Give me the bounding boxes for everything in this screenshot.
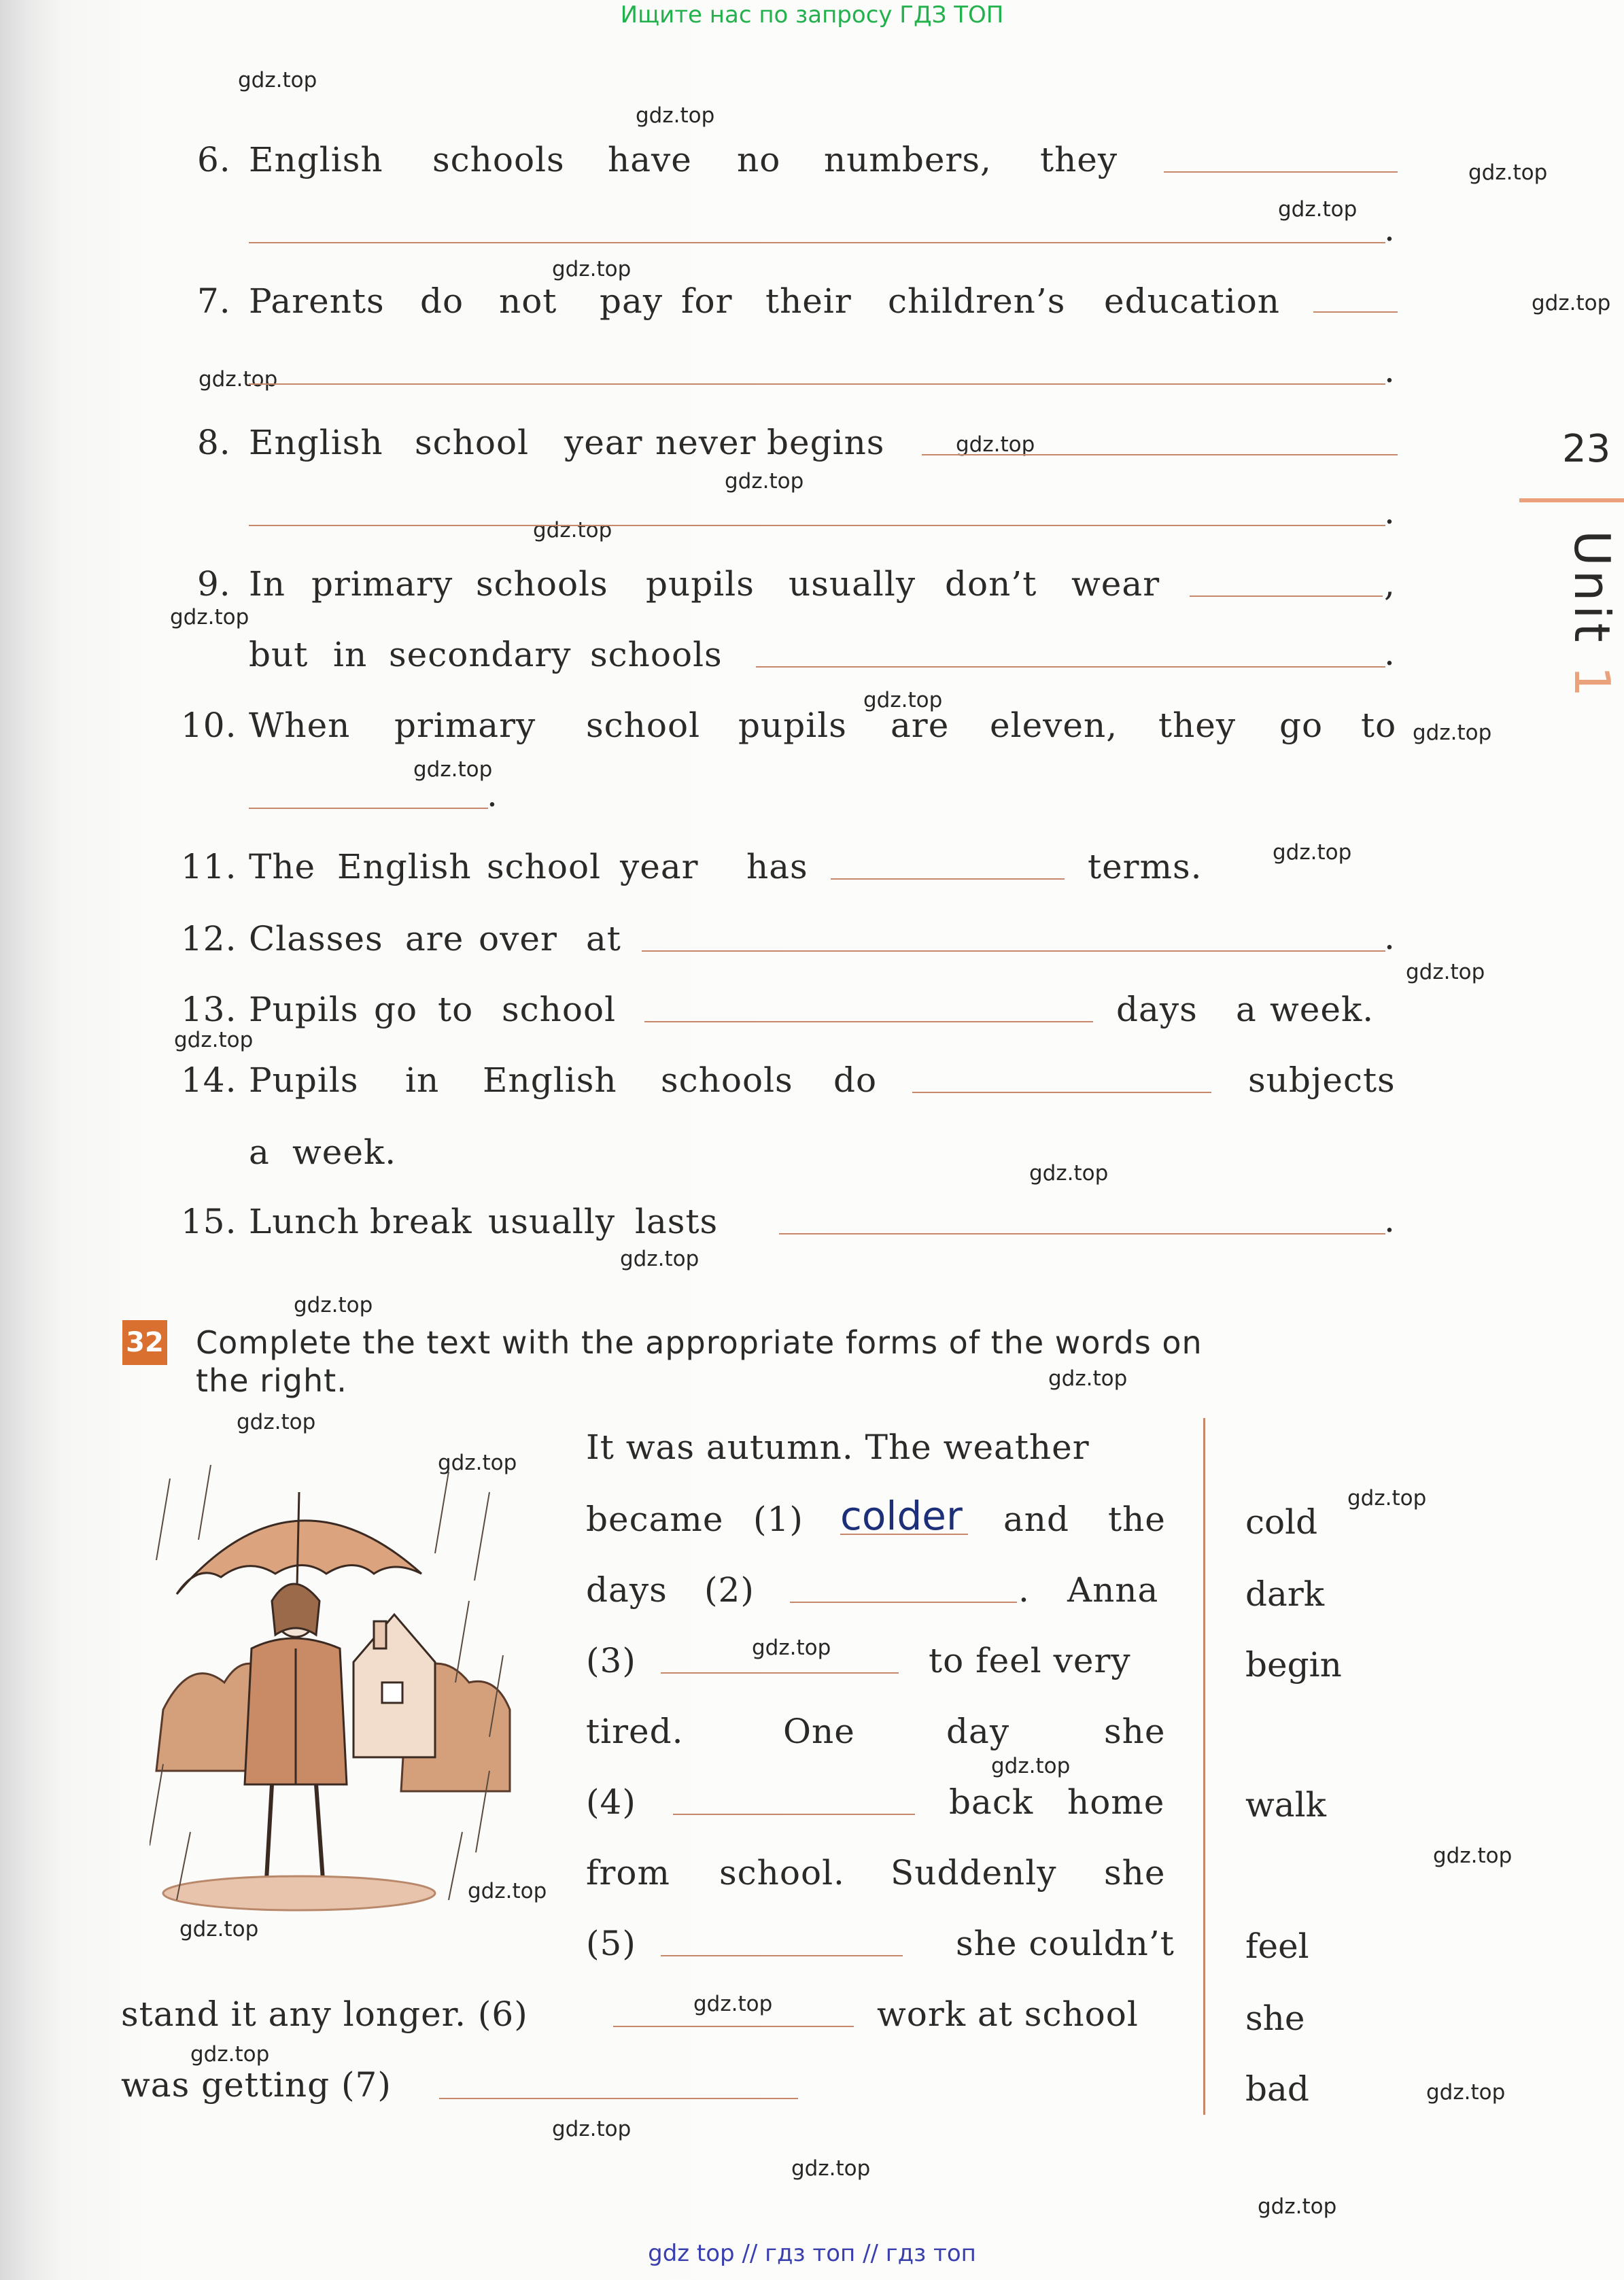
answer-blank-8a[interactable]: [922, 454, 1398, 455]
exercise-text-word: home: [1067, 1782, 1165, 1822]
answer-blank-9b[interactable]: [756, 666, 1385, 668]
word-option: dark: [1245, 1574, 1325, 1614]
sentence-12-word: at: [586, 919, 621, 958]
sentence-12-word: Classes: [249, 919, 383, 958]
sentence-6-number: 6.: [197, 140, 231, 179]
exercise-text-word: (2): [704, 1570, 755, 1610]
exercise-text-word: she: [1104, 1853, 1166, 1893]
watermark: gdz.top: [1433, 1844, 1513, 1868]
exercise-text-word: stand it any longer. (6): [121, 1994, 528, 2034]
watermark: gdz.top: [468, 1879, 547, 1903]
exercise-text-word: days: [586, 1570, 668, 1610]
sentence-8-word: English: [249, 423, 383, 462]
sentence-11-word: The: [249, 847, 316, 886]
sentence-13-word: to: [438, 990, 474, 1029]
sentence-8-word: begins: [767, 423, 885, 462]
sentence-7-word: children’s: [888, 281, 1066, 321]
watermark: gdz.top: [1048, 1366, 1128, 1391]
sentence-7-word: not: [499, 281, 557, 321]
sentence-10-word: primary: [394, 706, 536, 745]
sentence-13-word: school: [502, 990, 617, 1029]
watermark: gdz.top: [179, 1917, 259, 1941]
sentence-13-word: go: [374, 990, 418, 1029]
exercise-text-word: .: [1018, 1570, 1030, 1610]
period: .: [487, 775, 498, 814]
watermark: gdz.top: [174, 1028, 254, 1052]
sentence-12-number: 12.: [181, 919, 237, 958]
answer-blank-10[interactable]: [249, 808, 488, 809]
sentence-9-word: wear: [1071, 564, 1160, 604]
sentence-7-word: their: [765, 281, 852, 321]
answer-blank-14[interactable]: [912, 1092, 1211, 1093]
sentence-6-word: schools: [432, 140, 565, 179]
exercise-text-word: to feel very: [929, 1641, 1131, 1680]
sentence-15-word: lasts: [635, 1202, 719, 1241]
watermark: gdz.top: [1413, 721, 1492, 745]
answer-blank-2[interactable]: [790, 1602, 1017, 1603]
sentence-8-word: school: [415, 423, 530, 462]
sentence-7-number: 7.: [197, 281, 231, 321]
answer-blank-7a[interactable]: [1313, 311, 1398, 313]
watermark: gdz.top: [620, 1247, 699, 1271]
sentence-13-word: days: [1116, 990, 1198, 1029]
answer-blank-7b[interactable]: [249, 383, 1385, 385]
word-option: bad: [1245, 2069, 1309, 2109]
sentence-10-word: eleven,: [990, 706, 1118, 745]
sentence-10-word: they: [1158, 706, 1237, 745]
watermark: gdz.top: [552, 2117, 632, 2141]
period: .: [1384, 918, 1395, 957]
exercise-text-word: One: [783, 1712, 855, 1751]
watermark: gdz.top: [1278, 197, 1358, 222]
answer-blank-11[interactable]: [831, 878, 1065, 880]
sentence-10-word: are: [891, 706, 950, 745]
sentence-14b-word: a: [249, 1133, 270, 1172]
word-option: walk: [1245, 1785, 1326, 1825]
exercise-text-word: work at school: [877, 1994, 1139, 2034]
sentence-13-word: a: [1236, 990, 1257, 1029]
sentence-12-word: are: [405, 919, 464, 958]
word-option: feel: [1245, 1927, 1309, 1966]
watermark: gdz.top: [752, 1636, 831, 1660]
watermark: gdz.top: [1426, 2080, 1506, 2105]
watermark: gdz.top: [237, 1410, 316, 1434]
answer-blank-1[interactable]: [840, 1534, 968, 1535]
exercise-text-word: (4): [586, 1782, 636, 1822]
exercise-instruction: the right.: [196, 1362, 347, 1399]
sentence-10-word: pupils: [738, 706, 847, 745]
answer-blank-6[interactable]: [613, 2026, 854, 2027]
answer-blank-12[interactable]: [642, 950, 1385, 952]
exercise-text-word: (3): [586, 1641, 636, 1680]
sentence-15-word: usually: [488, 1202, 616, 1241]
watermark: gdz.top: [1029, 1161, 1109, 1186]
sentence-9b-word: schools: [590, 635, 723, 674]
sentence-11-word: year: [620, 847, 699, 886]
sentence-6-word: have: [608, 140, 692, 179]
watermark: gdz.top: [693, 1992, 773, 2016]
sentence-11-number: 11.: [181, 847, 237, 886]
watermark: gdz.top: [438, 1451, 517, 1475]
watermark: gdz.top: [1406, 960, 1485, 984]
sentence-9b-word: but: [249, 635, 309, 674]
sentence-11-word: has: [746, 847, 808, 886]
unit-tab: [1563, 530, 1621, 701]
exercise-text-line: It was autumn. The weather: [586, 1428, 1090, 1467]
sentence-15-number: 15.: [181, 1202, 237, 1241]
sentence-9-word: don’t: [945, 564, 1037, 604]
sentence-11-word: terms.: [1088, 847, 1203, 886]
sentence-15-word: break: [370, 1202, 472, 1241]
watermark: gdz.top: [238, 68, 317, 92]
sentence-11-word: school: [487, 847, 602, 886]
exercise-instruction: Complete the text with the appropriate forms of the words on: [196, 1324, 1203, 1361]
period: .: [1384, 492, 1395, 532]
watermark: gdz.top: [725, 469, 804, 494]
unit-label: Unit: [1563, 530, 1621, 646]
sentence-11-word: English: [337, 847, 472, 886]
watermark: gdz.top: [1347, 1486, 1427, 1510]
unit-divider: [1519, 498, 1624, 502]
sentence-9-number: 9.: [197, 564, 231, 604]
answer-blank-8b[interactable]: [249, 525, 1385, 526]
exercise-text-word: became: [586, 1500, 724, 1539]
sentence-9-word: schools: [476, 564, 608, 604]
watermark: gdz.top: [791, 2156, 871, 2181]
sentence-13-number: 13.: [181, 990, 237, 1029]
exercise-text-word: (1): [753, 1500, 804, 1539]
period: .: [1384, 351, 1395, 390]
watermark: gdz.top: [1468, 160, 1548, 185]
sentence-6-word: no: [737, 140, 781, 179]
exercise-text-word: was getting (7): [121, 2065, 392, 2105]
sentence-14-word: in: [405, 1060, 440, 1100]
bottom-banner: gdz top // гдз топ // гдз топ: [648, 2240, 976, 2267]
sentence-8-word: year: [564, 423, 643, 462]
sentence-7-word: education: [1104, 281, 1280, 321]
sentence-9-word: primary: [311, 564, 453, 604]
sentence-12-word: over: [479, 919, 557, 958]
sentence-10-number: 10.: [181, 706, 237, 745]
sentence-9-word: pupils: [646, 564, 755, 604]
answer-blank-7[interactable]: [439, 2098, 798, 2099]
answer-1-handwritten[interactable]: colder: [840, 1493, 963, 1539]
exercise-text-word: back: [949, 1782, 1034, 1822]
period: .: [1384, 1201, 1395, 1240]
exercise-text-word: school.: [719, 1853, 845, 1893]
sentence-10-word: When: [249, 706, 351, 745]
exercise-text-word: the: [1108, 1500, 1166, 1539]
answer-blank-3[interactable]: [661, 1672, 899, 1674]
sentence-14b-word: week.: [292, 1133, 397, 1172]
sentence-9b-word: secondary: [389, 635, 572, 674]
sentence-10-word: school: [586, 706, 701, 745]
watermark: gdz.top: [198, 367, 278, 392]
exercise-text-word: she couldn’t: [956, 1924, 1175, 1963]
watermark: gdz.top: [636, 103, 715, 128]
watermark: gdz.top: [1273, 840, 1352, 865]
unit-number: 1: [1563, 666, 1621, 702]
exercise-text-word: day: [946, 1712, 1010, 1751]
sentence-14-word: subjects: [1248, 1060, 1396, 1100]
sentence-13-word: week.: [1270, 990, 1375, 1029]
exercise-number-badge: 32: [122, 1320, 167, 1365]
sentence-10-word: to: [1361, 706, 1397, 745]
sentence-8-number: 8.: [197, 423, 231, 462]
watermark: gdz.top: [991, 1754, 1071, 1778]
sentence-14-word: English: [483, 1060, 617, 1100]
sentence-9-word: usually: [789, 564, 916, 604]
exercise-text-word: (5): [586, 1924, 636, 1963]
sentence-7-word: for: [681, 281, 733, 321]
exercise-text-word: she: [1104, 1712, 1166, 1751]
sentence-13-word: Pupils: [249, 990, 359, 1029]
exercise-text-word: and: [1003, 1500, 1070, 1539]
word-option: cold: [1245, 1502, 1318, 1542]
period: .: [1384, 209, 1395, 249]
sentence-9b-word: in: [333, 635, 368, 674]
answer-blank-15[interactable]: [779, 1233, 1385, 1234]
sentence-6-word: they: [1040, 140, 1118, 179]
answer-blank-6a[interactable]: [1164, 171, 1398, 173]
exercise-text-word: Suddenly: [891, 1853, 1057, 1893]
exercise-text-word: tired.: [586, 1712, 684, 1751]
exercise-text-word: Anna: [1067, 1570, 1159, 1610]
word-column-divider: [1203, 1418, 1205, 2115]
watermark: gdz.top: [533, 518, 612, 542]
sentence-15-word: Lunch: [249, 1202, 360, 1241]
sentence-10-word: go: [1279, 706, 1324, 745]
answer-blank-4[interactable]: [673, 1814, 915, 1815]
sentence-7-word: pay: [600, 281, 663, 321]
exercise-text-word: from: [586, 1853, 670, 1893]
sentence-8-word: never: [655, 423, 757, 462]
sentence-14-word: do: [833, 1060, 878, 1100]
sentence-14-number: 14.: [181, 1060, 237, 1100]
watermark: gdz.top: [170, 605, 249, 629]
watermark: gdz.top: [190, 2042, 270, 2067]
watermark: gdz.top: [1258, 2194, 1337, 2219]
comma: ,: [1384, 564, 1395, 604]
watermark: gdz.top: [956, 432, 1035, 457]
answer-blank-6b[interactable]: [249, 242, 1385, 243]
sentence-7-word: Parents: [249, 281, 385, 321]
watermark: gdz.top: [413, 757, 493, 782]
sentence-9-word: In: [249, 564, 286, 604]
sentence-14-word: schools: [661, 1060, 793, 1100]
top-banner: Ищите нас по запросу ГДЗ ТОП: [620, 1, 1004, 29]
sentence-6-word: English: [249, 140, 383, 179]
answer-blank-5[interactable]: [661, 1955, 903, 1956]
sentence-6-word: numbers,: [824, 140, 992, 179]
page-number: 23: [1562, 427, 1611, 471]
period: .: [1384, 634, 1395, 673]
watermark: gdz.top: [294, 1293, 373, 1317]
word-option: she: [1245, 1999, 1305, 2038]
illustration-girl-umbrella: [150, 1451, 530, 1927]
watermark: gdz.top: [552, 257, 632, 281]
sentence-14-word: Pupils: [249, 1060, 359, 1100]
answer-blank-9a[interactable]: [1190, 595, 1383, 597]
answer-blank-13[interactable]: [644, 1021, 1093, 1022]
sentence-7-word: do: [420, 281, 464, 321]
word-option: begin: [1245, 1645, 1342, 1685]
watermark: gdz.top: [863, 688, 943, 712]
watermark: gdz.top: [1532, 291, 1611, 315]
